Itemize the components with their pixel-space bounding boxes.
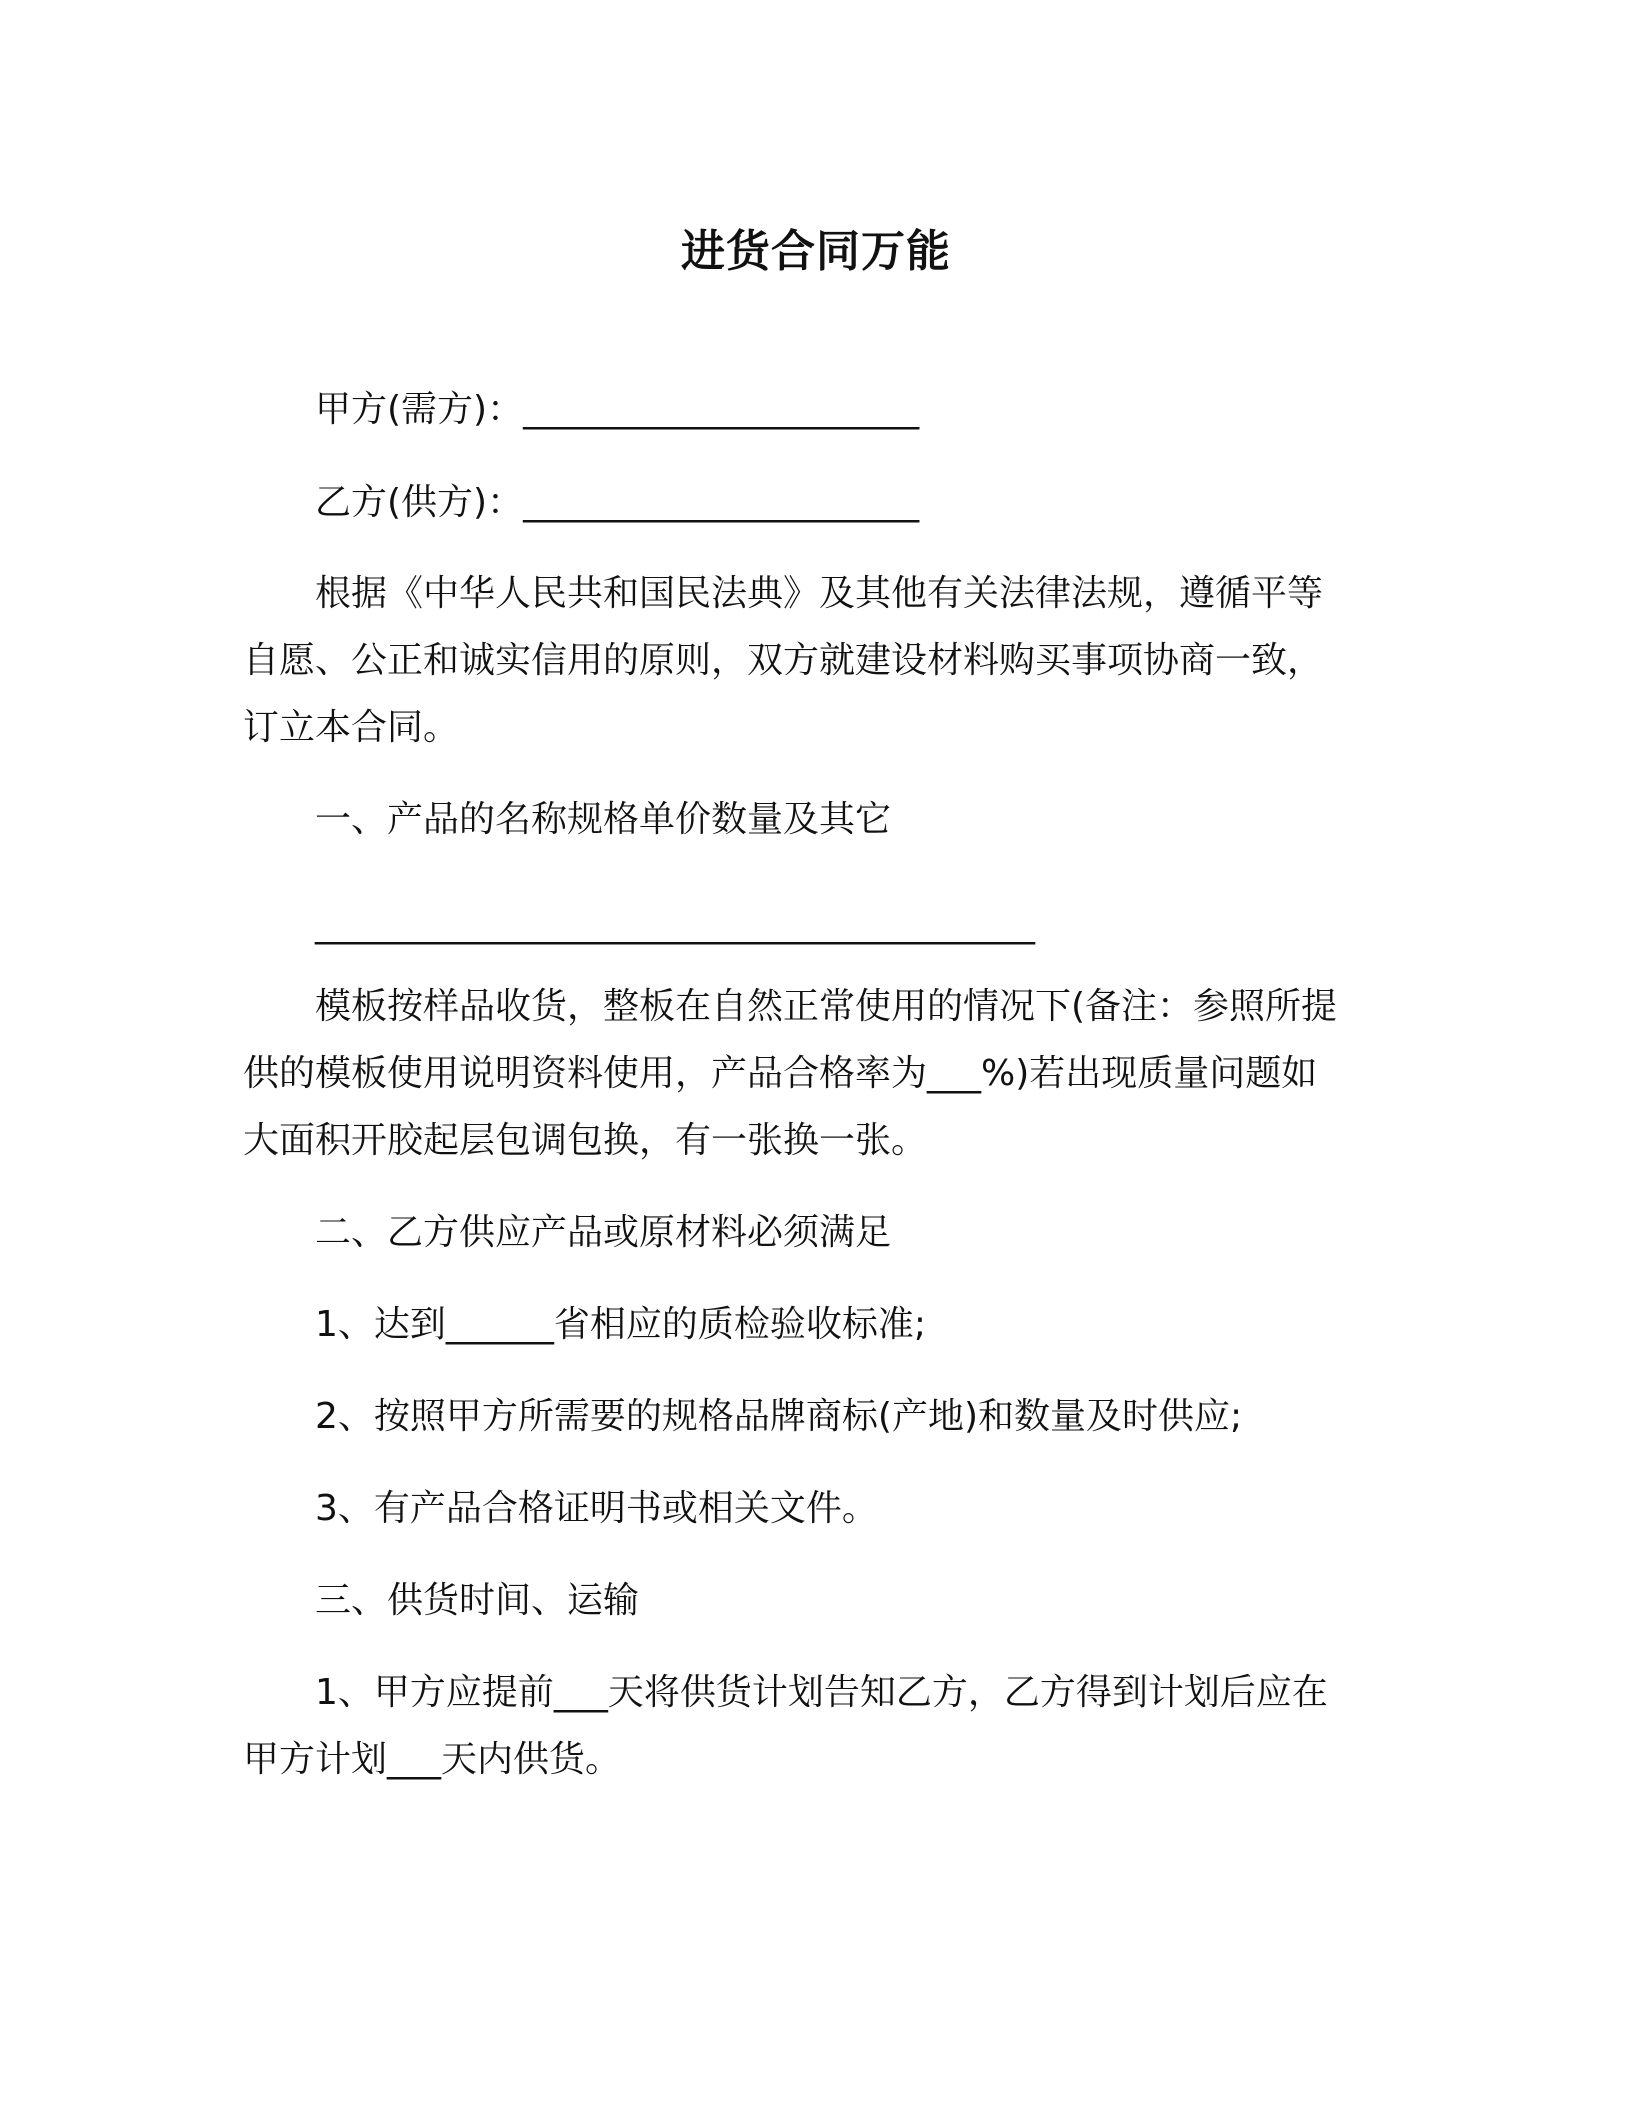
template-line-2: 供的模板使用说明资料使用，产品合格率为___%)若出现质量问题如 bbox=[243, 1053, 1318, 1094]
section3-item-1-line-2: 甲方计划___天内供货。 bbox=[243, 1739, 622, 1780]
party-a-line: 甲方(需方)：______________________ bbox=[315, 389, 920, 430]
section1-heading: 一、产品的名称规格单价数量及其它 bbox=[315, 799, 892, 840]
intro-line-2: 自愿、公正和诚实信用的原则，双方就建设材料购买事项协商一致， bbox=[243, 640, 1324, 681]
section2-item-1: 1、达到______省相应的质检验收标准; bbox=[315, 1304, 927, 1345]
section2-item-3: 3、有产品合格证明书或相关文件。 bbox=[315, 1488, 878, 1529]
intro-line-1: 根据《中华人民共和国民法典》及其他有关法律法规，遵循平等 bbox=[315, 573, 1324, 614]
section1-blank-line: ________________________________________ bbox=[315, 904, 1035, 945]
party-b-line: 乙方(供方)：______________________ bbox=[315, 482, 920, 523]
template-line-3: 大面积开胶起层包调包换，有一张换一张。 bbox=[243, 1120, 928, 1161]
section3-heading: 三、供货时间、运输 bbox=[315, 1580, 640, 1621]
section2-heading: 二、乙方供应产品或原材料必须满足 bbox=[315, 1212, 892, 1253]
intro-line-3: 订立本合同。 bbox=[243, 707, 460, 748]
template-line-1: 模板按样品收货，整板在自然正常使用的情况下(备注：参照所提 bbox=[315, 986, 1338, 1027]
section3-item-1-line-1: 1、甲方应提前___天将供货计划告知乙方，乙方得到计划后应在 bbox=[315, 1672, 1328, 1713]
section2-item-2: 2、按照甲方所需要的规格品牌商标(产地)和数量及时供应; bbox=[315, 1396, 1243, 1437]
document-title: 进货合同万能 bbox=[681, 226, 951, 277]
